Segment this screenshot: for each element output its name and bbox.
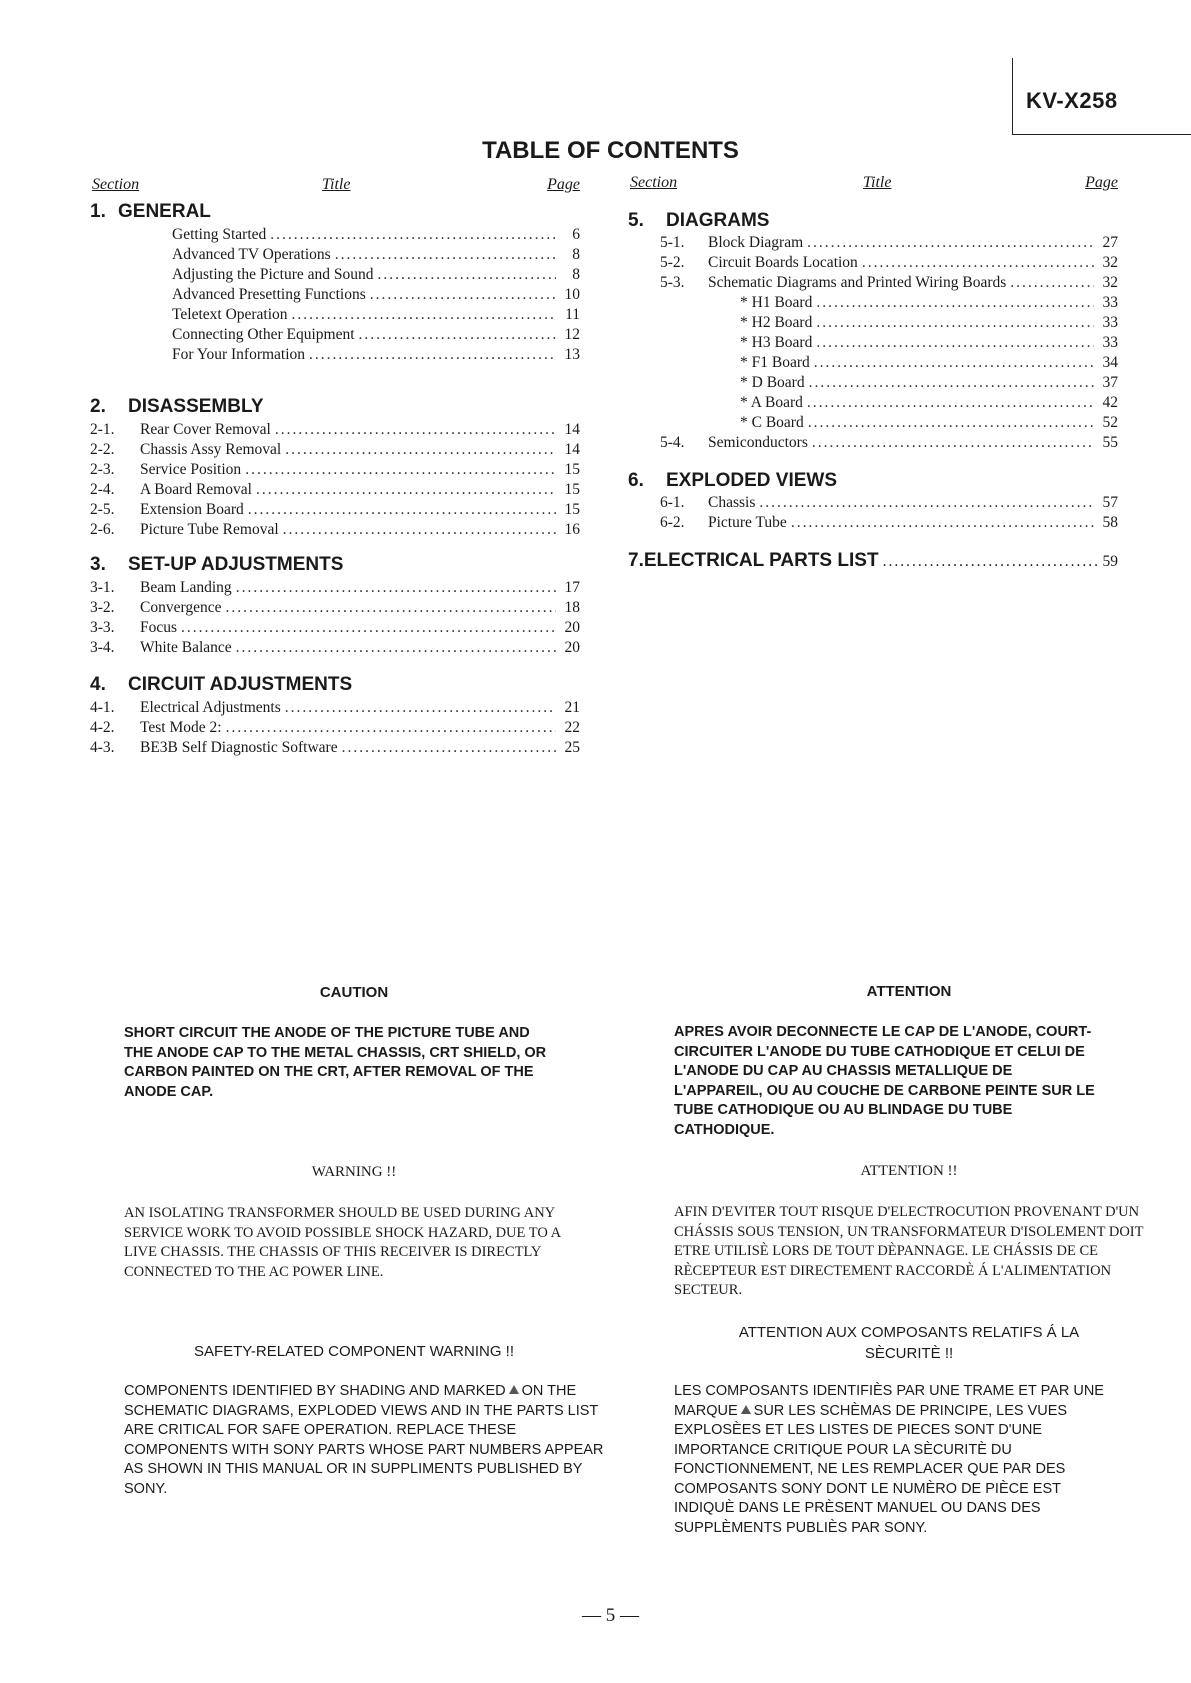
column-headers — [90, 176, 580, 200]
toc-entry[interactable]: 3-4. White Balance ..... 20 — [90, 638, 580, 658]
attention2-text: AFIN D'EVITER TOUT RISQUE D'ELECTROCUTION PROVENANT D'UN CHÁSSIS SOUS TENSION, UN TRANSFORMATEUR D'ISOLEMENT DOIT ETRE UTILISÈ LORS DE TOUT DÈPANNAGE. LE CHÁSSIS DE CE RÈCEPTEUR EST DIRECTEMENT RACCORDÈ Á L'ALIMENTATION SECTEUR. — [674, 1204, 1144, 1298]
toc-entry[interactable]: * A Board ..... 42 — [628, 393, 1118, 413]
section-title: EXPLODED VIEWS — [666, 470, 838, 491]
section-number: 3. — [90, 554, 106, 575]
toc-entry[interactable]: Adjusting the Picture and Sound ..... 8 — [90, 265, 580, 285]
toc-section-setup-adjustments — [90, 552, 580, 658]
section-title: ELECTRICAL PARTS LIST — [643, 550, 879, 571]
toc-entry[interactable]: 3-3. Focus ..... 20 — [90, 618, 580, 638]
toc-section-electrical-parts-list[interactable] — [628, 548, 1118, 574]
section-number: 5. — [628, 210, 644, 231]
section-number: 1. — [90, 201, 106, 222]
warning-triangle-icon — [509, 1385, 519, 1394]
header-page: Page — [547, 176, 580, 193]
toc-entry[interactable]: 2-4. A Board Removal ..... 15 — [90, 480, 580, 500]
toc-title: TABLE OF CONTENTS — [482, 137, 739, 164]
toc-entry[interactable]: 2-2. Chassis Assy Removal ..... 14 — [90, 440, 580, 460]
toc-entry[interactable]: 3-1. Beam Landing ..... 17 — [90, 578, 580, 598]
header-section: Section — [92, 176, 140, 193]
toc-section-exploded-views — [628, 469, 1118, 533]
safety-fr-text: LES COMPOSANTS IDENTIFIÈS PAR UNE TRAME ET PAR UNE MARQUE SUR LES SCHÈMAS DE PRINCIPE, LES VUES EXPLOSÈES ET LES LISTES DE PIECES SONT D'UNE IMPORTANCE CRITIQUE POUR LA SÈCURITÈ DU FONCTIONNEMENT, NE LES REMPLACER QUE PAR DES COMPOSANTS SONY DONT LE NUMÈRO DE PIÈCE EST INDIQUÈ DANS LE PRÈSENT MANUEL OU DANS DES SUPPLÈMENTS PUBLIÈS PAR SONY. — [674, 1383, 1104, 1536]
toc-section-diagrams — [628, 209, 1118, 453]
section-title: SET-UP ADJUSTMENTS — [128, 554, 344, 575]
toc-entry[interactable]: 6-1. Chassis ..... 57 — [628, 493, 1118, 513]
header-title: Title — [322, 176, 351, 193]
warning-title: WARNING !! — [311, 1164, 397, 1180]
warning-text: AN ISOLATING TRANSFORMER SHOULD BE USED DURING ANY SERVICE WORK TO AVOID POSSIBLE SHOCK HAZARD, DUE TO A LIVE CHASSIS. THE CHASSIS OF THIS RECEIVER IS DIRECTLY CONNECTED TO THE AC POWER LINE. — [124, 1205, 561, 1280]
section-title: DIAGRAMS — [666, 210, 770, 231]
toc-entry[interactable]: 5-3. Schematic Diagrams and Printed Wiring Boards ..... 32 — [628, 273, 1118, 293]
toc-entry[interactable]: Advanced Presetting Functions ..... 10 — [90, 285, 580, 305]
page-number: — 5 — — [582, 1605, 639, 1626]
attention-text: APRES AVOIR DECONNECTE LE CAP DE L'ANODE, COURT-CIRCUITER L'ANODE DU TUBE CATHODIQUE ET CELUI DE L'ANODE DU CAP AU CHASSIS METALLIQUE DE L'APPAREIL, OU AU COUCHE DE CARBONE PEINTE SUR LE TUBE CATHODIQUE OU AU BLINDAGE DU TUBE CATHODIQUE. — [674, 1024, 1095, 1138]
section-page: 59 — [1102, 553, 1118, 570]
toc-entry[interactable]: 5-1. Block Diagram ..... 27 — [628, 233, 1118, 253]
section-number: 6. — [628, 470, 644, 491]
toc-entry[interactable]: 6-2. Picture Tube ..... 58 — [628, 513, 1118, 533]
toc-entry[interactable]: 4-1. Electrical Adjustments ..... 21 — [90, 698, 580, 718]
section-number: 4. — [90, 674, 106, 695]
safety-fr-title: ATTENTION AUX COMPOSANTS RELATIFS Á LA SÈCURITÈ !! — [738, 1324, 1080, 1362]
attention2-title: ATTENTION !! — [860, 1163, 958, 1179]
toc-section-general — [90, 199, 580, 365]
safety-text: COMPONENTS IDENTIFIED BY SHADING AND MARKED ON THE SCHEMATIC DIAGRAMS, EXPLODED VIEWS AND IN THE PARTS LIST ARE CRITICAL FOR SAFE OPERATION. REPLACE THESE COMPONENTS WITH SONY PARTS WHOSE PART NUMBERS APPEAR AS SHOWN IN THIS MANUAL OR IN SUPPLIMENTS PUBLISHED BY SONY. — [124, 1383, 604, 1497]
toc-entry[interactable]: * H2 Board ..... 33 — [628, 313, 1118, 333]
attention-title: ATTENTION — [866, 983, 952, 1000]
model-number: KV-X258 — [1026, 88, 1118, 113]
toc-entry[interactable]: 4-3. BE3B Self Diagnostic Software ..... 25 — [90, 738, 580, 758]
toc-entry[interactable]: * H1 Board ..... 33 — [628, 293, 1118, 313]
toc-entry[interactable]: Getting Started ..... 6 — [90, 225, 580, 245]
toc-entry[interactable]: * C Board ..... 52 — [628, 413, 1118, 433]
caution-text: SHORT CIRCUIT THE ANODE OF THE PICTURE TUBE AND THE ANODE CAP TO THE METAL CHASSIS, CRT SHIELD, OR CARBON PAINTED ON THE CRT, AFTER REMOVAL OF THE ANODE CAP. — [124, 1025, 547, 1100]
toc-entry[interactable]: * F1 Board ..... 34 — [628, 353, 1118, 373]
toc-entry[interactable]: 2-3. Service Position ..... 15 — [90, 460, 580, 480]
header-section: Section — [630, 174, 678, 191]
caution-title: CAUTION — [319, 984, 389, 1001]
toc-entry[interactable]: 5-2. Circuit Boards Location ..... 32 — [628, 253, 1118, 273]
toc-entry[interactable]: 2-1. Rear Cover Removal ..... 14 — [90, 420, 580, 440]
section-title: GENERAL — [118, 201, 211, 222]
toc-entry[interactable]: * H3 Board ..... 33 — [628, 333, 1118, 353]
toc-entry[interactable]: 2-6. Picture Tube Removal ..... 16 — [90, 520, 580, 540]
column-headers — [628, 174, 1118, 198]
toc-entry[interactable]: Connecting Other Equipment ..... 12 — [90, 325, 580, 345]
toc-entry[interactable]: Advanced TV Operations ..... 8 — [90, 245, 580, 265]
toc-entry[interactable]: Teletext Operation ..... 11 — [90, 305, 580, 325]
toc-entry[interactable]: For Your Information ..... 13 — [90, 345, 580, 365]
toc-section-circuit-adjustments — [90, 672, 580, 758]
toc-entry[interactable]: 5-4. Semiconductors ..... 55 — [628, 433, 1118, 453]
toc-entry[interactable]: * D Board ..... 37 — [628, 373, 1118, 393]
header-title: Title — [863, 174, 892, 191]
header-page: Page — [1085, 174, 1118, 191]
section-number: 2. — [90, 396, 106, 417]
warning-triangle-icon — [741, 1405, 751, 1414]
toc-entry[interactable]: 4-2. Test Mode 2: ..... 22 — [90, 718, 580, 738]
toc-entry[interactable]: 2-5. Extension Board ..... 15 — [90, 500, 580, 520]
toc-section-disassembly — [90, 394, 580, 540]
toc-entry[interactable]: 3-2. Convergence ..... 18 — [90, 598, 580, 618]
section-title: DISASSEMBLY — [128, 396, 264, 417]
safety-title: SAFETY-RELATED COMPONENT WARNING !! — [193, 1343, 515, 1360]
section-number: 7. — [628, 550, 644, 571]
section-title: CIRCUIT ADJUSTMENTS — [128, 674, 353, 695]
